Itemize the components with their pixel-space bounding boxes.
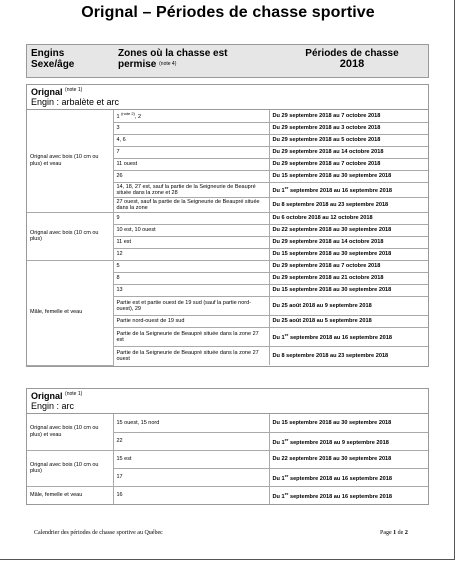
zone-cell: 17 bbox=[113, 468, 269, 486]
period-cell: Du 15 septembre 2018 au 30 septembre 2018 bbox=[269, 248, 428, 260]
header-year: 2018 bbox=[339, 58, 365, 70]
period-cell: Du 1er septembre 2018 au 16 septembre 2018 bbox=[269, 327, 428, 346]
section-subtitle: Engin : arbalète et arc bbox=[31, 97, 120, 107]
header-engins-sexe bbox=[31, 48, 74, 70]
zone-cell: 1 $^{(note 2)}$, 2 bbox=[113, 110, 269, 122]
page-num: 1 bbox=[393, 530, 397, 536]
zone-cell: 11 ouest bbox=[113, 158, 269, 170]
header-zones bbox=[118, 48, 228, 70]
section-title-text: Orignal bbox=[31, 391, 63, 401]
table-row bbox=[27, 414, 428, 432]
zone-cell: 27 ouest, sauf la partie de la Seigneurie de Beaupré située dans la zone bbox=[113, 197, 269, 212]
period-cell: Du 29 septembre 2018 au 7 octobre 2018 bbox=[269, 158, 428, 170]
section-subtitle: Engin : arc bbox=[31, 401, 75, 411]
zone-cell: 16 bbox=[113, 486, 269, 504]
of-word: de bbox=[397, 530, 404, 536]
period-cell: Du 22 septembre 2018 au 30 septembre 2018 bbox=[269, 224, 428, 236]
page-total: 2 bbox=[404, 530, 408, 536]
table-row bbox=[27, 486, 428, 504]
table-row bbox=[27, 212, 428, 224]
section-title-text: Orignal bbox=[31, 87, 63, 97]
header-zones-line2: permise bbox=[118, 59, 157, 70]
section-title bbox=[31, 87, 82, 97]
group-cell: Mâle, femelle et veau bbox=[27, 486, 113, 504]
footer-title: Calendrier des périodes de chasse sportive au Québec bbox=[34, 530, 163, 536]
header-sexe-label: Sexe/âge bbox=[31, 59, 75, 70]
section-arc bbox=[26, 388, 429, 505]
zone-cell: 14, 18, 27 est, sauf la partie de la Seigneurie de Beaupré située dans la zone et 28 bbox=[113, 182, 269, 197]
period-cell: Du 29 septembre 2018 au 21 octobre 2018 bbox=[269, 272, 428, 284]
period-cell: Du 29 septembre 2018 au 3 octobre 2018 bbox=[269, 122, 428, 134]
section-header bbox=[27, 85, 428, 110]
period-cell: Du 8 septembre 2018 au 23 septembre 2018 bbox=[269, 346, 428, 365]
period-cell: Du 29 septembre 2018 au 5 octobre 2018 bbox=[269, 134, 428, 146]
period-cell: Du 8 septembre 2018 au 23 septembre 2018 bbox=[269, 197, 428, 212]
group-cell: Mâle, femelle et veau bbox=[27, 260, 113, 365]
section-note-ref: (note 1) bbox=[65, 391, 83, 397]
zone-cell: 3 bbox=[113, 122, 269, 134]
group-cell: Orignal avec bois (10 cm ou plus) bbox=[27, 450, 113, 486]
period-cell: Du 22 septembre 2018 au 30 septembre 2018 bbox=[269, 450, 428, 468]
zone-cell: 10 est, 10 ouest bbox=[113, 224, 269, 236]
group-cell: Orignal avec bois (10 cm ou plus) et veau bbox=[27, 414, 113, 450]
period-cell: Du 29 septembre 2018 au 14 octobre 2018 bbox=[269, 236, 428, 248]
zone-cell: 9 bbox=[113, 212, 269, 224]
zone-cell: 7 bbox=[113, 146, 269, 158]
zone-cell: 15 est bbox=[113, 450, 269, 468]
period-cell: Du 25 août 2018 au 9 septembre 2018 bbox=[269, 296, 428, 315]
zone-cell: 5 bbox=[113, 260, 269, 272]
period-cell: Du 25 août 2018 au 5 septembre 2018 bbox=[269, 315, 428, 327]
header-note-ref: (note 4) bbox=[159, 61, 177, 67]
period-cell: Du 15 septembre 2018 au 30 septembre 2018 bbox=[269, 170, 428, 182]
page-word: Page bbox=[380, 530, 392, 536]
zone-cell: 12 bbox=[113, 248, 269, 260]
period-cell: Du 1er septembre 2018 au 16 septembre 2018 bbox=[269, 182, 428, 197]
section-title bbox=[31, 391, 82, 401]
section-arbalete-arc bbox=[26, 84, 429, 367]
zone-cell: 22 bbox=[113, 432, 269, 450]
section-header bbox=[27, 389, 428, 414]
zone-cell: Partie nord-ouest de 19 sud bbox=[113, 315, 269, 327]
zone-cell: 15 ouest, 15 nord bbox=[113, 414, 269, 432]
period-cell: Du 1er septembre 2018 au 16 septembre 2018 bbox=[269, 468, 428, 486]
zone-cell: Partie est et partie ouest de 19 sud (sauf la partie nord-ouest), 29 bbox=[113, 296, 269, 315]
zone-cell: Partie de la Seigneurie de Beaupré située dans la zone 27 ouest bbox=[113, 346, 269, 365]
page-number bbox=[380, 530, 408, 536]
period-cell: Du 15 septembre 2018 au 30 septembre 2018 bbox=[269, 284, 428, 296]
period-cell: Du 29 septembre 2018 au 7 octobre 2018 bbox=[269, 110, 428, 122]
period-cell: Du 29 septembre 2018 au 14 octobre 2018 bbox=[269, 146, 428, 158]
period-cell: Du 1er septembre 2018 au 9 septembre 2018 bbox=[269, 432, 428, 450]
page-title: Orignal – Périodes de chasse sportive bbox=[81, 4, 375, 21]
period-cell: Du 29 septembre 2018 au 7 octobre 2018 bbox=[269, 260, 428, 272]
header-periodes bbox=[277, 48, 427, 70]
zone-cell: 26 bbox=[113, 170, 269, 182]
hunting-table-2 bbox=[27, 414, 428, 504]
zone-cell: Partie de la Seigneurie de Beaupré située dans la zone 27 est bbox=[113, 327, 269, 346]
section-note-ref: (note 1) bbox=[65, 87, 83, 93]
zone-cell: 11 est bbox=[113, 236, 269, 248]
table-row bbox=[27, 260, 428, 272]
table-row bbox=[27, 450, 428, 468]
zone-cell: 13 bbox=[113, 284, 269, 296]
group-cell: Orignal avec bois (10 cm ou plus) et veau bbox=[27, 110, 113, 212]
zone-cell: 8 bbox=[113, 272, 269, 284]
group-cell: Orignal avec bois (10 cm ou plus) bbox=[27, 212, 113, 260]
period-cell: Du 15 septembre 2018 au 30 septembre 2018 bbox=[269, 414, 428, 432]
zone-cell: 4, 6 bbox=[113, 134, 269, 146]
period-cell: Du 6 octobre 2018 au 12 octobre 2018 bbox=[269, 212, 428, 224]
hunting-table-1 bbox=[27, 110, 428, 366]
header-zones-line1: Zones où la chasse est bbox=[118, 48, 228, 59]
header-periodes-label: Périodes de chasse bbox=[305, 48, 399, 59]
table-row bbox=[27, 110, 428, 122]
header-engins-label: Engins bbox=[31, 48, 65, 59]
period-cell: Du 1er septembre 2018 au 16 septembre 2018 bbox=[269, 486, 428, 504]
table-header bbox=[26, 44, 429, 78]
